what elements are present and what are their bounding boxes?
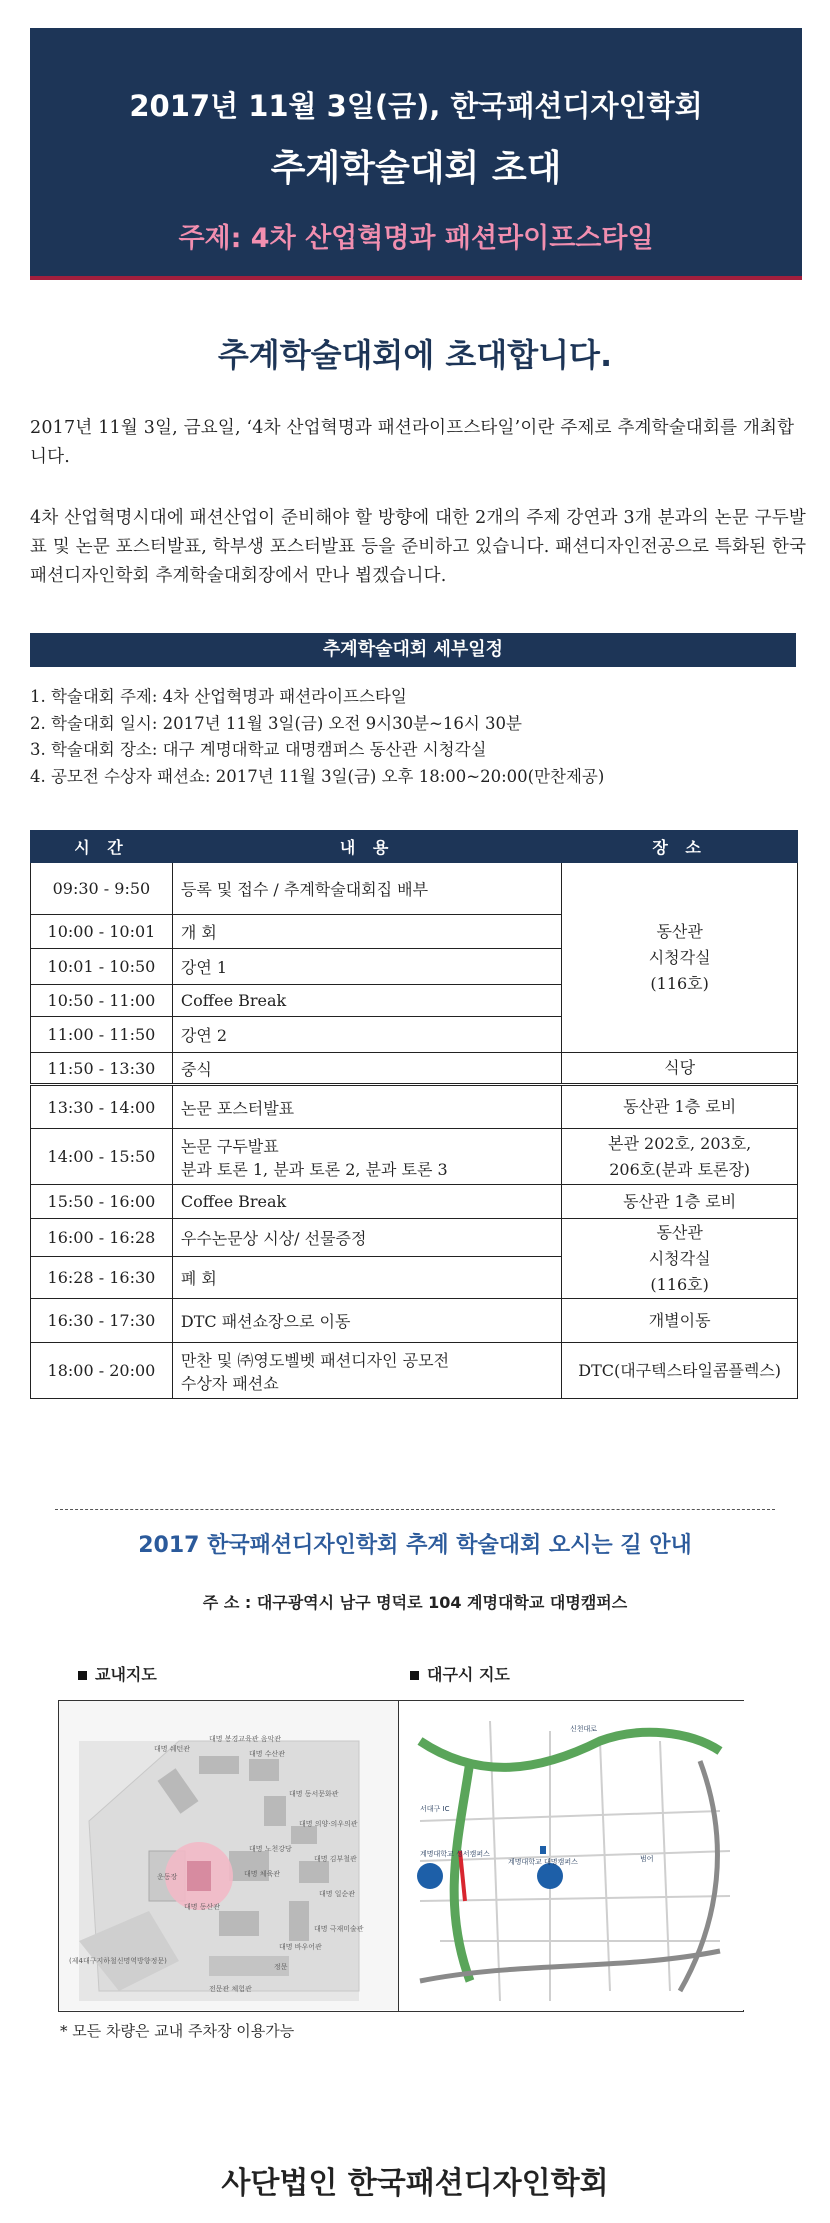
row-time: 18:00 - 20:00 <box>31 1343 173 1399</box>
place-line: 본관 202호, 203호, <box>608 1133 752 1153</box>
row-time: 16:00 - 16:28 <box>31 1219 173 1257</box>
table-row <box>31 1129 798 1185</box>
row-content: 우수논문상 시상/ 선물증정 <box>172 1219 561 1257</box>
row-time: 16:28 - 16:30 <box>31 1257 173 1299</box>
place-line: 시청각실 <box>648 1248 711 1268</box>
campus-map-text: 대명 김부철관 <box>314 1855 357 1863</box>
campus-map-text: 대명 동산관 <box>184 1903 221 1911</box>
campus-map-text: 대명 봉경교육관 음악관 <box>209 1735 282 1743</box>
row-content: 강연 2 <box>172 1017 561 1053</box>
campus-map-text: 운동장 <box>157 1873 178 1881</box>
invite-paragraph-2: 4차 산업혁명시대에 패션산업이 준비해야 할 방향에 대한 2개의 주제 강연과 3개 분과의 논문 구두발표 및 논문 포스터발표, 학부생 포스터발표 등을 준비하고 있습니다. 패션디자인전공으로 특화된 한국패션디자인학회 추계학술대회장에서 만나 뵙겠습니다. <box>30 508 807 586</box>
directions-title: 2017 한국패션디자인학회 추계 학술대회 오시는 길 안내 <box>138 1533 692 1558</box>
campus-map-text: 대명 의양·의우의관 <box>299 1820 358 1828</box>
city-map <box>400 1701 745 2010</box>
campus-map-text: 대명 일순관 <box>319 1890 356 1898</box>
row-place-merged <box>562 1219 798 1299</box>
row-place-merged <box>562 863 798 1053</box>
city-map-label <box>410 1662 510 1685</box>
table-row <box>31 1185 798 1219</box>
table-row <box>31 1219 798 1257</box>
campus-map-text: 대명 체육관 <box>244 1870 281 1878</box>
row-place: 식당 <box>562 1053 798 1085</box>
row-time: 09:30 - 9:50 <box>31 863 173 915</box>
table-row <box>31 1053 798 1085</box>
row-content-line: 만찬 및 ㈜영도벨벳 패션디자인 공모전 <box>180 1350 450 1370</box>
row-time: 10:01 - 10:50 <box>31 949 173 985</box>
section-divider <box>55 1509 775 1510</box>
header-place: 장 소 <box>562 831 798 863</box>
row-time: 11:50 - 13:30 <box>31 1053 173 1085</box>
row-time: 13:30 - 14:00 <box>31 1085 173 1129</box>
campus-map-label <box>78 1662 157 1685</box>
address: 주 소 : 대구광역시 남구 명덕로 104 계명대학교 대명캠퍼스 <box>202 1593 628 1612</box>
row-content-line: 논문 구두발표 <box>180 1136 279 1156</box>
row-content <box>172 1343 561 1399</box>
row-time: 10:50 - 11:00 <box>31 985 173 1017</box>
campus-map-text: 대명 동서문화관 <box>289 1790 339 1798</box>
bullet-icon <box>410 1671 419 1680</box>
banner-date-line: 2017년 11월 3일(금), 한국패션디자인학회 <box>129 89 703 123</box>
campus-map-text: 대명 수산관 <box>249 1750 286 1758</box>
row-content: DTC 패션쇼장으로 이동 <box>172 1299 561 1343</box>
schedule-header: 추계학술대회 세부일정 <box>30 633 796 667</box>
campus-map-text: 대명 바우어관 <box>279 1943 322 1951</box>
maps-frame <box>58 1700 744 2012</box>
place-line: 206호(분과 토론장) <box>609 1159 751 1179</box>
place-line: 시청각실 <box>648 947 711 967</box>
row-content-line: 수상자 패션쇼 <box>180 1373 279 1393</box>
row-content: 등록 및 접수 / 추계학술대회집 배부 <box>172 863 561 915</box>
schedule-detail-item: 1. 학술대회 주제: 4차 산업혁명과 패션라이프스타일 <box>30 687 407 706</box>
city-map-label-text: 대구시 지도 <box>427 1665 510 1684</box>
schedule-detail-item: 2. 학술대회 일시: 2017년 11월 3일(금) 오전 9시30분~16시 30분 <box>30 713 522 733</box>
campus-map-text: 대명 쉐턴관 <box>154 1745 191 1753</box>
campus-map-text: 대명 노천강당 <box>249 1845 292 1853</box>
campus-map-label-text: 교내지도 <box>95 1665 157 1684</box>
row-place: 동산관 1층 로비 <box>562 1085 798 1129</box>
table-row <box>31 1343 798 1399</box>
row-content: 논문 포스터발표 <box>172 1085 561 1129</box>
row-content: 강연 1 <box>172 949 561 985</box>
table-row <box>31 1299 798 1343</box>
campus-map-text: (제4대구지하철신명역방향정문) <box>69 1957 167 1965</box>
program-table <box>30 830 798 1399</box>
schedule-detail-item: 3. 학술대회 장소: 대구 계명대학교 대명캠퍼스 동산관 시청각실 <box>30 740 487 759</box>
row-content <box>172 1129 561 1185</box>
row-place <box>562 1129 798 1185</box>
row-place: 동산관 1층 로비 <box>562 1185 798 1219</box>
city-map-text: 신천대로 <box>570 1725 598 1733</box>
place-line: 동산관 <box>656 921 703 941</box>
parking-note: * 모든 차량은 교내 주차장 이용가능 <box>60 2022 295 2040</box>
city-map-text: 서대구 IC <box>420 1805 450 1813</box>
header-time: 시 간 <box>31 831 173 863</box>
place-line: (116호) <box>650 1274 709 1294</box>
row-content: 폐 회 <box>172 1257 561 1299</box>
city-map-text: 범어 <box>640 1855 654 1863</box>
row-time: 11:00 - 11:50 <box>31 1017 173 1053</box>
row-content: 중식 <box>172 1053 561 1085</box>
row-content-line: 분과 토론 1, 분과 토론 2, 분과 토론 3 <box>180 1159 448 1179</box>
footer-organization: 사단법인 한국패션디자인학회 <box>221 2166 609 2201</box>
row-place: 개별이동 <box>562 1299 798 1343</box>
banner-theme: 주제: 4차 산업혁명과 패션라이프스타일 <box>178 223 654 254</box>
table-row <box>31 863 798 915</box>
table-row <box>31 1085 798 1129</box>
invite-paragraph-1: 2017년 11월 3일, 금요일, ‘4차 산업혁명과 패션라이프스타일’이란 주제로 추계학술대회를 개최합니다. <box>30 418 795 467</box>
campus-map <box>59 1701 398 2010</box>
banner-title: 추계학술대회 초대 <box>270 148 562 189</box>
row-content: Coffee Break <box>172 1185 561 1219</box>
place-line: (116호) <box>650 973 709 993</box>
schedule-details-list <box>30 684 810 790</box>
map-divider <box>398 1701 399 2011</box>
row-time: 15:50 - 16:00 <box>31 1185 173 1219</box>
row-time: 14:00 - 15:50 <box>31 1129 173 1185</box>
invite-title: 추계학술대회에 초대합니다. <box>217 336 613 374</box>
row-place: DTC(대구텍스타일콤플렉스) <box>562 1343 798 1399</box>
program-header-row <box>31 831 798 863</box>
place-line: 동산관 <box>656 1222 703 1242</box>
row-content: 개 회 <box>172 915 561 949</box>
row-content: Coffee Break <box>172 985 561 1017</box>
campus-map-text: 대명 극재미술관 <box>314 1925 364 1933</box>
bullet-icon <box>78 1671 87 1680</box>
schedule-detail-item: 4. 공모전 수상자 패션쇼: 2017년 11월 3일(금) 오후 18:00~20:00(만찬제공) <box>30 766 605 786</box>
header-banner <box>30 28 802 280</box>
campus-map-text: 전문관 체험관 <box>209 1985 252 1993</box>
row-time: 16:30 - 17:30 <box>31 1299 173 1343</box>
row-time: 10:00 - 10:01 <box>31 915 173 949</box>
header-content: 내 용 <box>172 831 561 863</box>
campus-map-text: 정문 <box>274 1963 288 1971</box>
city-map-text: 계명대학교 성서캠퍼스 <box>420 1850 490 1858</box>
city-map-text: 계명대학교 대명캠퍼스 <box>508 1858 578 1866</box>
